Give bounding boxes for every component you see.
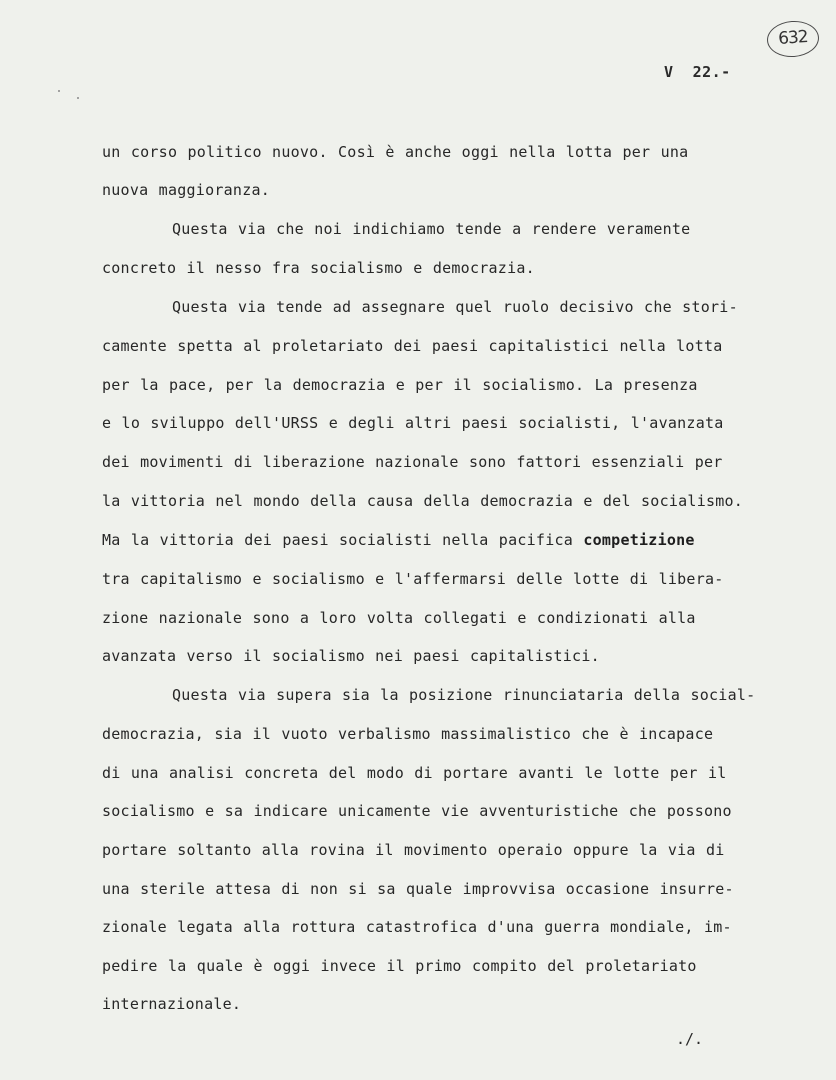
text-line: Questa via tende ad assegnare quel ruolo decisivo che stori-	[172, 298, 738, 316]
text-line: la vittoria nel mondo della causa della democrazia e del socialismo.	[102, 492, 744, 510]
text-line: un corso politico nuovo. Così è anche oggi nella lotta per una	[102, 143, 689, 161]
text-line: nuova maggioranza.	[102, 181, 271, 199]
text-line: zionale legata alla rottura catastrofica d'una guerra mondiale, im-	[102, 918, 732, 936]
text-line: zione nazionale sono a loro volta collegati e condizionati alla	[102, 609, 696, 627]
text-line: una sterile attesa di non si sa quale improvvisa occasione insurre-	[102, 880, 734, 898]
text-line: di una analisi concreta del modo di portare avanti le lotte per il	[102, 764, 727, 782]
archive-page-number: 632	[777, 27, 809, 50]
page-reference: V 22.-	[664, 63, 731, 81]
text-line: dei movimenti di liberazione nazionale sono fattori essenziali per	[102, 453, 723, 471]
paper-speck	[77, 97, 79, 99]
text-line: tra capitalismo e socialismo e l'affermarsi delle lotte di libera-	[102, 570, 724, 588]
text-line: camente spetta al proletariato dei paesi capitalistici nella lotta	[102, 337, 723, 355]
overstruck-word: competizione	[583, 531, 695, 549]
archive-page-number-stamp	[766, 19, 820, 59]
text-line: Questa via che noi indichiamo tende a rendere veramente	[172, 220, 691, 238]
text-line: Questa via supera sia la posizione rinunciataria della social-	[172, 686, 756, 704]
text-line: democrazia, sia il vuoto verbalismo massimalistico che è incapace	[102, 725, 714, 743]
text-line: concreto il nesso fra socialismo e democrazia.	[102, 259, 535, 277]
text-line: e lo sviluppo dell'URSS e degli altri paesi socialisti, l'avanzata	[102, 414, 724, 432]
continuation-mark: ./.	[676, 1030, 704, 1048]
text-line-segment: Ma la vittoria dei paesi socialisti nella pacifica	[102, 531, 584, 549]
text-line: per la pace, per la democrazia e per il socialismo. La presenza	[102, 376, 698, 394]
text-line: socialismo e sa indicare unicamente vie avventuristiche che possono	[102, 802, 732, 820]
text-line: portare soltanto alla rovina il movimento operaio oppure la via di	[102, 841, 725, 859]
text-line: pedire la quale è oggi invece il primo compito del proletariato	[102, 957, 697, 975]
text-line-with-overstrike	[102, 530, 695, 550]
paper-speck	[58, 90, 60, 92]
text-line: internazionale.	[102, 995, 242, 1013]
text-line: avanzata verso il socialismo nei paesi capitalistici.	[102, 647, 600, 665]
